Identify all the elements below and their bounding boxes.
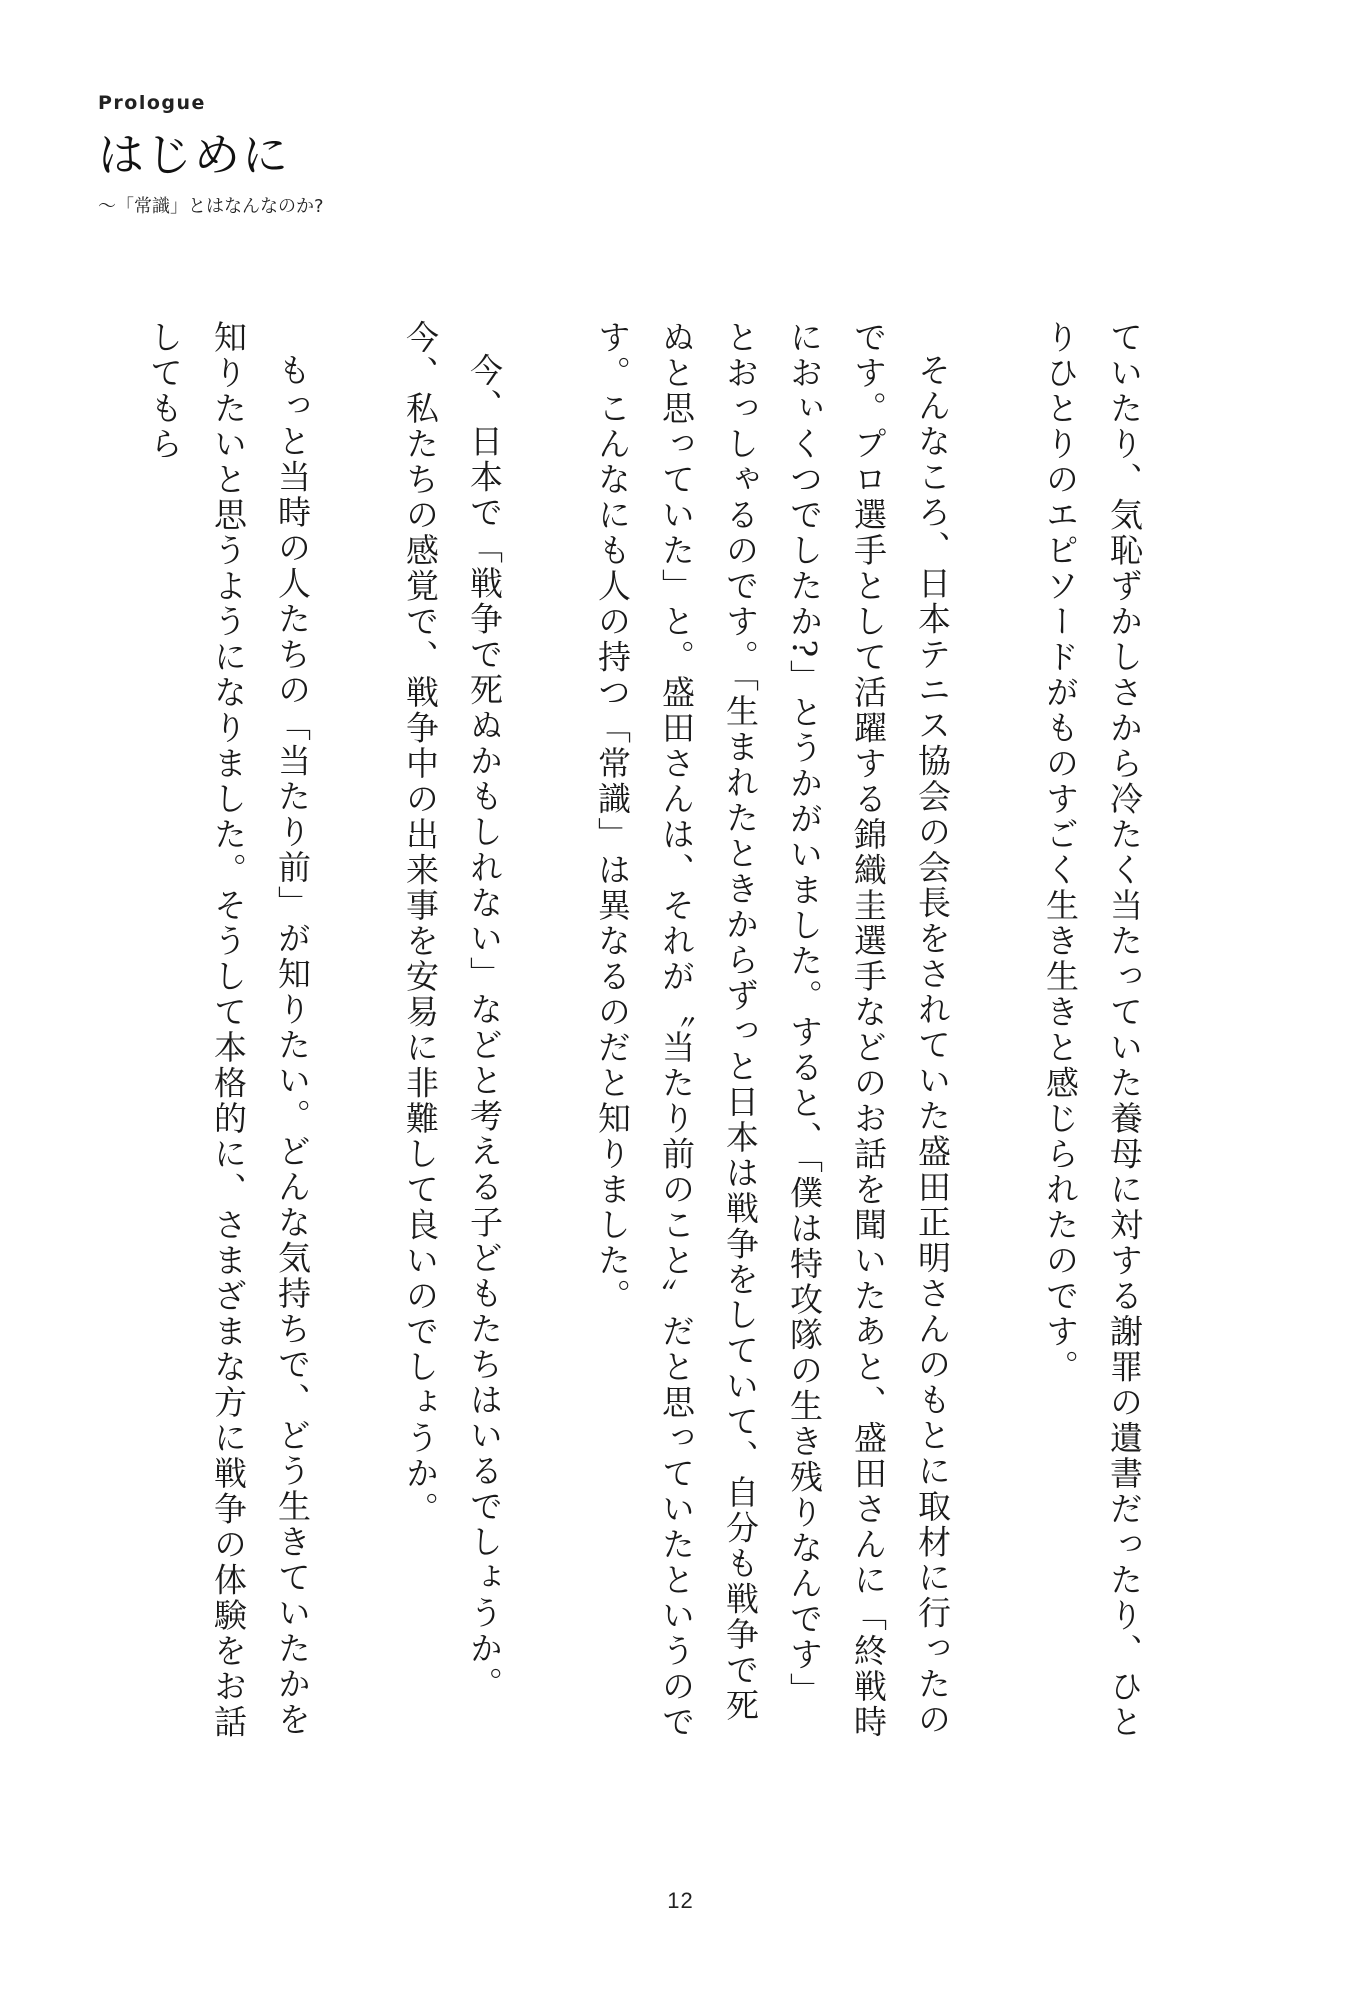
paragraph-break: [324, 320, 388, 321]
chapter-subtitle: 〜「常識」とはなんなのか?: [98, 196, 324, 217]
page-number: 12: [667, 1888, 694, 1913]
paragraph-3: 今、日本で「戦争で死ぬかもしれない」などと考える子どもたちはいるでしょうか。今、私たちの感覚で、戦争中の出来事を安易に非難して良いのでしょうか。: [401, 320, 504, 1702]
paragraph-4: もっと当時の人たちの「当たり前」が知りたい。どんな気持ちで、どう生きていたかを知りたいと思うようになりました。そうして本格的に、さまざまな方に戦争の体験をお話してもら: [145, 320, 312, 1740]
chapter-header: [98, 88, 698, 220]
paragraph-break: [516, 320, 580, 321]
paragraph-2: そんなころ、日本テニス協会の会長をされていた盛田正明さんのもとに取材に行ったのです。プロ選手として活躍する錦織圭選手などのお話を聞いたあと、盛田さんに「終戦時におぃくつでしたか?」とうかがいました。すると、「僕は特攻隊の生き残りなんです」とおっしゃるのです。「生まれたときからずっと日本は戦争をしていて、自分も戦争で死ぬと思っていた」と。盛田さんは、それが〝当たり前のこと〟だと思っていたというのです。こんなにも人の持つ「常識」は異なるのだと知りました。: [593, 320, 952, 1740]
paragraph-break: [964, 320, 1028, 321]
vertical-body-text: [132, 320, 1156, 1740]
chapter-title: はじめに: [98, 128, 290, 182]
section-label: Prologue: [98, 92, 206, 114]
paragraph-1: ていたり、気恥ずかしさから冷たく当たっていた養母に対する謝罪の遺書だったり、ひとりひとりのエピソードがものすごく生き生きと感じられたのです。: [1041, 320, 1144, 1740]
